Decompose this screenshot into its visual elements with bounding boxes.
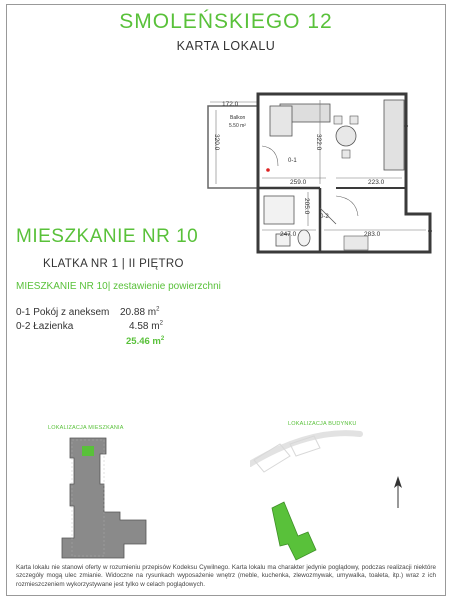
dim-bath-width: 247.0 [280,231,297,238]
dim-balcony-depth: 320.0 [213,134,220,151]
apartment-heading: MIESZKANIE NR 10 [16,226,199,247]
dim-room-height: 322.0 [315,134,322,151]
room-area: 20.88 $m^2$ [120,306,160,318]
disclaimer-text: Karta lokalu nie stanowi oferty w rozumieniu przepisów Kodeksu Cywilnego. Karta lokalu ma charakter jedynie poglądowy, podczas realizacji niektóre szczegóły mogą ulec zmianie. Widoczne na rysunkach wyposażenie wnętrz (meble, kuchenka, zlewozmywak, umywalka, toaleta, itp.) wraz z ich rozmieszczeniem wykorzystywane jest tylko w celach poglądowych. [16,564,436,588]
room-tag-02: 0-2 [320,214,329,220]
toilet [298,230,310,246]
kitchen-unit [384,100,404,170]
shower [264,196,294,224]
room-door-arc [262,146,278,166]
room-row [16,306,160,318]
project-title: SMOLEŃSKIEGO 12 [119,10,333,33]
dim-bath-height: 205.0 [303,198,310,215]
room-area: 4.58 $m^2$ [129,320,163,332]
apartment-location-map [48,434,158,562]
chair-3 [342,150,350,158]
building-location-map [250,424,430,564]
room-tag-01: 0-1 [288,158,297,164]
dim-room-width: 259.0 [290,179,307,186]
card-subtitle: KARTA LOKALU [176,39,276,53]
stairwell-floor: KLATKA NR 1 | II PIĘTRO [43,258,184,270]
entry-door-arc [336,196,358,216]
apartment-location-label: LOKALIZACJA MIESZKANIA [48,425,124,431]
room-row [16,320,163,332]
dim-hall-width: 283.0 [364,231,381,238]
balcony-label: Balkon [230,115,246,121]
total-area: 25.46 $m^2$ [126,335,165,347]
chair-1 [334,116,342,124]
dim-kitchen-width: 223.0 [368,179,385,186]
sofa [270,106,292,136]
room-name: 0-2 Łazienka [16,321,74,332]
entry-wardrobe [344,236,368,250]
floor-plan [196,86,442,262]
apartment-highlight [82,446,94,456]
dim-balcony-width: 172.0 [222,101,239,108]
street-outline [250,433,360,464]
entry-marker [266,168,270,172]
neighbouring-block-2 [290,436,320,456]
building-footprint [272,502,316,560]
building-location-label: LOKALIZACJA BUDYNKU [288,421,357,427]
table [336,126,356,146]
balcony-area: 5.50 m² [229,123,246,129]
chair-2 [350,116,358,124]
area-summary-title: MIESZKANIE NR 10| zestawienie powierzchni [16,281,221,292]
room-name: 0-1 Pokój z aneksem [16,307,110,318]
